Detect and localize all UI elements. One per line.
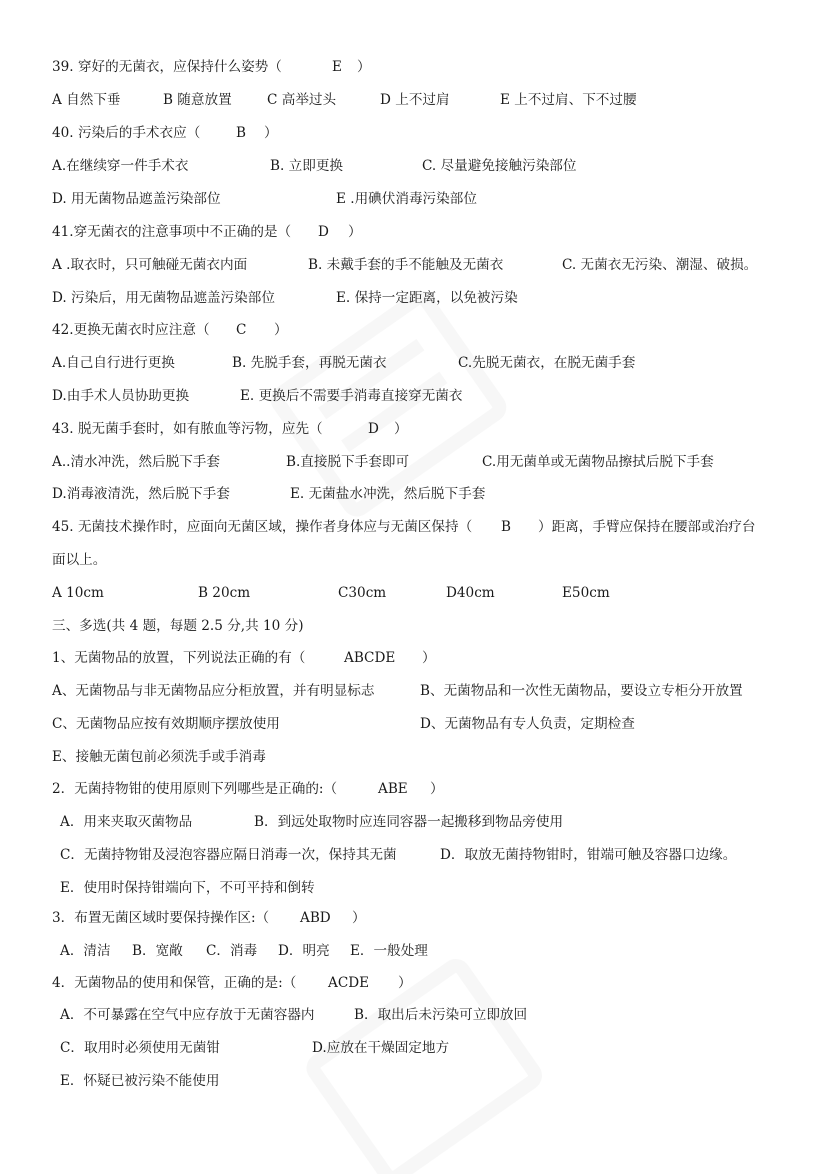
q43-option-e: E. 无菌盐水冲洗，然后脱下手套 (290, 486, 486, 502)
q43-option-a: A..清水冲洗，然后脱下手套 (52, 454, 220, 470)
m3-stem-line (52, 908, 366, 928)
m4-option-e: E．怀疑已被污染不能使用 (60, 1073, 220, 1089)
m1-option-b: B、无菌物品和一次性无菌物品，要设立专柜分开放置 (420, 683, 743, 699)
q40-stem: 40. 污染后的手术衣应（ (52, 125, 201, 141)
q42-option-c: C.先脱无菌衣，在脱无菌手套 (458, 355, 636, 371)
m2-option-a: A．用来夹取灭菌物品 (60, 814, 193, 830)
m3-option-d: D．明亮 (278, 943, 330, 959)
m4-option-a: A．不可暴露在空气中应存放于无菌容器内 (60, 1007, 315, 1023)
q43-option-b: B.直接脱下手套即可 (286, 454, 410, 470)
m1-option-c: C、无菌物品应按有效期顺序摆放使用 (52, 716, 280, 732)
q40-option-d: D. 用无菌物品遮盖污染部位 (52, 191, 221, 207)
q42-option-e: E. 更换后不需要手消毒直接穿无菌衣 (240, 388, 463, 404)
m3-option-c: C．消毒 (206, 943, 258, 959)
q39-option-c: C 高举过头 (267, 92, 337, 108)
q45-stem-cont: 面以上。 (52, 552, 107, 568)
m1-close: ） (422, 650, 436, 666)
q45-stem-line (52, 517, 756, 537)
m1-option-e: E、接触无菌包前必须洗手或手消毒 (52, 749, 266, 765)
q42-option-d: D.由手术人员协助更换 (52, 388, 190, 404)
m3-answer: ABD (300, 910, 331, 926)
m2-stem: 2．无菌持物钳的使用原则下列哪些是正确的:（ (52, 781, 338, 797)
q39-option-a: A 自然下垂 (52, 92, 121, 108)
q41-option-c: C. 无菌衣无污染、潮湿、破损。 (562, 257, 758, 273)
m3-close: ） (352, 910, 366, 926)
q41-answer: D (318, 224, 329, 240)
m1-stem: 1、无菌物品的放置，下列说法正确的有（ (52, 650, 306, 666)
q42-stem-line (52, 320, 288, 340)
m2-answer: ABE (378, 781, 408, 797)
q45-option-d: D40cm (446, 585, 495, 601)
q41-option-a: A .取衣时，只可触碰无菌衣内面 (52, 257, 248, 273)
q45-option-a: A 10cm (52, 585, 104, 601)
q42-close: ） (274, 322, 288, 338)
m2-option-d: D．取放无菌持物钳时，钳端可触及容器口边缘。 (440, 847, 737, 863)
q40-option-e: E .用碘伏消毒污染部位 (336, 191, 477, 207)
m3-option-e: E．一般处理 (350, 943, 428, 959)
m1-option-a: A、无菌物品与非无菌物品应分柜放置，并有明显标志 (52, 683, 375, 699)
q43-option-c: C.用无菌单或无菌物品擦拭后脱下手套 (482, 454, 714, 470)
q39-close: ） (357, 59, 371, 75)
q45-option-b: B 20cm (198, 585, 251, 601)
m2-option-c: C．无菌持物钳及浸泡容器应隔日消毒一次，保持其无菌 (60, 847, 397, 863)
m3-option-b: B．宽敞 (132, 943, 183, 959)
q42-option-a: A.自己自行进行更换 (52, 355, 175, 371)
q41-option-e: E. 保持一定距离，以免被污染 (336, 290, 518, 306)
q42-stem: 42.更换无菌衣时应注意（ (52, 322, 210, 338)
m4-stem: 4．无菌物品的使用和保管，正确的是:（ (52, 975, 297, 991)
m2-stem-line (52, 779, 444, 799)
m1-answer: ABCDE (344, 650, 396, 666)
q39-stem: 39. 穿好的无菌衣，应保持什么姿势（ (52, 59, 282, 75)
m3-option-a: A．清洁 (60, 943, 111, 959)
q42-answer: C (236, 322, 247, 338)
q45-close: ）距离，手臂应保持在腰部或治疗台 (538, 519, 756, 535)
m4-option-b: B．取出后未污染可立即放回 (354, 1007, 528, 1023)
q40-option-c: C. 尽量避免接触污染部位 (422, 158, 577, 174)
m4-close: ） (398, 975, 412, 991)
q45-option-c: C30cm (338, 585, 387, 601)
q41-option-d: D. 污染后，用无菌物品遮盖污染部位 (52, 290, 275, 306)
m2-option-b: B．到远处取物时应连同容器一起搬移到物品旁使用 (254, 814, 564, 830)
q41-option-b: B. 未戴手套的手不能触及无菌衣 (308, 257, 504, 273)
q40-option-a: A.在继续穿一件手术衣 (52, 158, 189, 174)
q40-close: ） (264, 125, 278, 141)
m2-close: ） (430, 781, 444, 797)
m1-option-d: D、无菌物品有专人负责，定期检查 (420, 716, 635, 732)
m3-stem: 3．布置无菌区域时要保持操作区:（ (52, 910, 270, 926)
q43-stem-line (52, 419, 408, 439)
q41-stem: 41.穿无菌衣的注意事项中不正确的是（ (52, 224, 292, 240)
m4-answer: ACDE (328, 975, 370, 991)
q39-answer: E (332, 59, 342, 75)
q43-answer: D (368, 421, 379, 437)
section3-heading: 三、多选(共 4 题，每题 2.5 分,共 10 分) (52, 618, 304, 634)
q45-stem-cont-line (52, 550, 106, 570)
q39-option-e: E 上不过肩、下不过腰 (500, 92, 637, 108)
q43-stem: 43. 脱无菌手套时，如有脓血等污物，应先（ (52, 421, 323, 437)
m4-option-d: D.应放在干燥固定地方 (312, 1040, 450, 1056)
q45-stem: 45. 无菌技术操作时，应面向无菌区域，操作者身体应与无菌区保持（ (52, 519, 473, 535)
q39-option-b: B 随意放置 (163, 92, 232, 108)
m1-stem-line (52, 648, 436, 668)
m2-option-e: E．使用时保持钳端向下，不可平持和倒转 (60, 880, 315, 896)
q45-option-e: E50cm (562, 585, 610, 601)
q43-option-d: D.消毒液清洗，然后脱下手套 (52, 486, 230, 502)
q45-answer: B (501, 519, 511, 535)
q39-option-d: D 上不过肩 (380, 92, 450, 108)
q43-close: ） (394, 421, 408, 437)
q40-answer: B (236, 125, 246, 141)
q39-stem-line (52, 57, 371, 77)
q40-stem-line (52, 123, 278, 143)
q41-stem-line (52, 222, 362, 242)
m4-option-c: C．取用时必须使用无菌钳 (60, 1040, 220, 1056)
q42-option-b: B. 先脱手套，再脱无菌衣 (232, 355, 387, 371)
m4-stem-line (52, 973, 412, 993)
q40-option-b: B. 立即更换 (270, 158, 344, 174)
q41-close: ） (348, 224, 362, 240)
